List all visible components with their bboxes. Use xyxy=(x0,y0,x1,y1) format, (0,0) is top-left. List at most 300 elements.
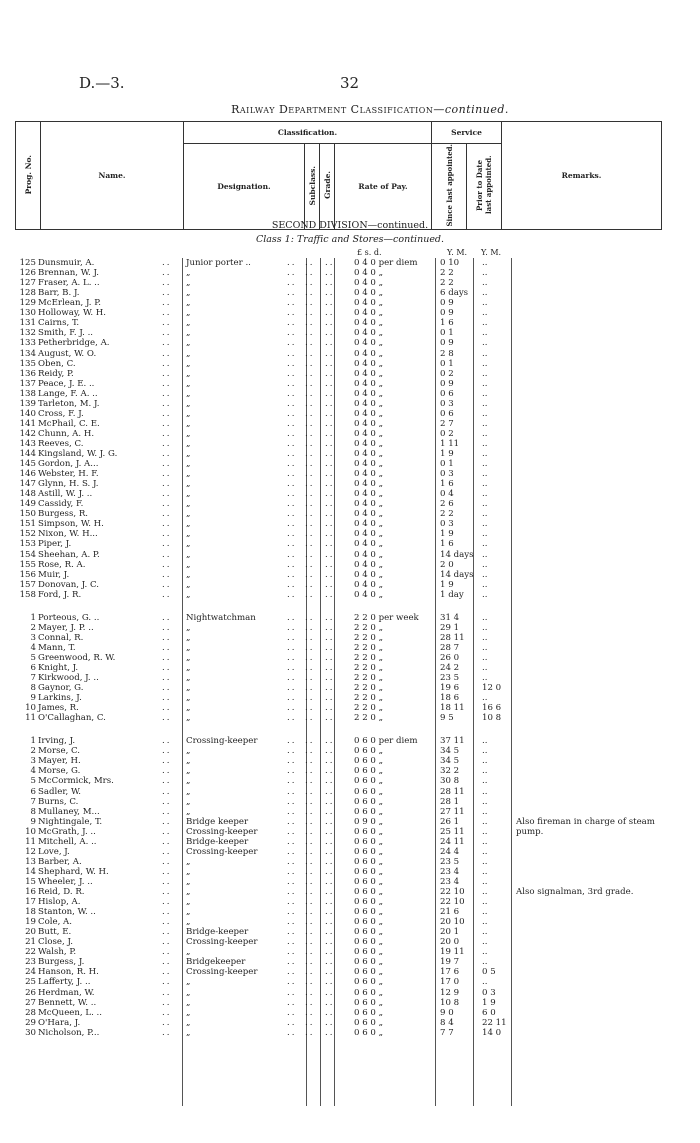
row-designation: „ xyxy=(186,756,191,767)
table-row xyxy=(0,967,700,977)
row-service-prior: .. xyxy=(482,318,488,329)
row-prog-no: 16 xyxy=(25,887,36,897)
leader-dots: .. xyxy=(162,589,172,600)
leader-dots: .. xyxy=(305,652,315,663)
row-prog-no: 20 xyxy=(25,927,36,938)
row-prog-no: 15 xyxy=(25,876,36,887)
table-row xyxy=(0,827,700,837)
row-service-prior: .. xyxy=(482,499,488,510)
row-designation: „ xyxy=(186,388,191,399)
leader-dots: .. xyxy=(325,612,335,623)
row-rate: 0 4 0 „ xyxy=(354,519,384,530)
row-name: Mayer, H. xyxy=(38,756,81,767)
leader-dots: .. xyxy=(287,388,297,399)
leader-dots: .. xyxy=(287,479,297,490)
table-row xyxy=(0,633,700,643)
row-designation: „ xyxy=(186,662,191,673)
leader-dots: .. xyxy=(305,786,315,797)
leader-dots: .. xyxy=(305,449,315,459)
row-name: Ford, J. R. xyxy=(38,589,82,600)
row-rate: 0 4 0 „ xyxy=(354,459,384,469)
row-service-since: 2 6 xyxy=(440,499,454,510)
leader-dots: .. xyxy=(162,836,172,847)
row-name: Wheeler, J. .. xyxy=(38,876,93,887)
row-service-since: 18 11 xyxy=(440,703,465,714)
row-service-since: 0 1 xyxy=(440,358,454,369)
column-header-table xyxy=(15,121,662,230)
leader-dots: .. xyxy=(287,569,297,580)
leader-dots: .. xyxy=(305,509,315,520)
row-prog-no: 152 xyxy=(19,529,36,540)
row-rate: 0 4 0 „ xyxy=(354,489,384,500)
row-designation: „ xyxy=(186,1017,191,1028)
row-prog-no: 136 xyxy=(19,368,36,379)
row-rate: 0 6 0 „ xyxy=(354,887,384,897)
row-prog-no: 158 xyxy=(19,589,36,600)
row-prog-no: 10 xyxy=(25,703,36,714)
row-prog-no: 27 xyxy=(25,997,36,1008)
row-rate: 0 4 0 „ xyxy=(354,358,384,369)
row-remarks: Also fireman in charge of steam pump. xyxy=(516,816,655,837)
row-service-since: 0 9 xyxy=(440,378,454,389)
row-name: Donovan, J. C. xyxy=(38,579,99,590)
leader-dots: .. xyxy=(287,519,297,530)
row-rate: 0 4 0 „ xyxy=(354,499,384,510)
row-service-since: 0 3 xyxy=(440,398,454,409)
row-prog-no: 6 xyxy=(30,662,36,673)
leader-dots: .. xyxy=(305,836,315,847)
row-name: McErlean, J. P. xyxy=(38,298,101,309)
row-service-prior: .. xyxy=(482,539,488,550)
leader-dots: .. xyxy=(305,479,315,490)
row-designation: „ xyxy=(186,997,191,1008)
leader-dots: .. xyxy=(162,1017,172,1028)
leader-dots: .. xyxy=(325,683,335,693)
row-prog-no: 126 xyxy=(19,268,36,279)
leader-dots: .. xyxy=(325,652,335,663)
leader-dots: .. xyxy=(162,846,172,857)
table-row xyxy=(0,288,700,298)
row-prog-no: 146 xyxy=(19,469,36,480)
leader-dots: .. xyxy=(287,612,297,623)
row-name: Sheehan, A. P. xyxy=(38,549,100,560)
row-prog-no: 3 xyxy=(30,632,36,643)
leader-dots: .. xyxy=(305,368,315,379)
leader-dots: .. xyxy=(287,398,297,409)
row-service-prior: 0 3 xyxy=(482,987,496,998)
leader-dots: .. xyxy=(305,539,315,550)
table-row xyxy=(0,509,700,519)
row-rate: 0 4 0 „ xyxy=(354,469,384,480)
row-designation: Nightwatchman xyxy=(186,612,256,623)
leader-dots: .. xyxy=(325,489,335,500)
row-prog-no: 125 xyxy=(19,258,36,268)
leader-dots: .. xyxy=(287,927,297,938)
table-row xyxy=(0,703,700,713)
row-service-prior: .. xyxy=(482,388,488,399)
row-rate: 0 6 0 „ xyxy=(354,897,384,907)
leader-dots: .. xyxy=(325,987,335,998)
leader-dots: .. xyxy=(162,499,172,510)
row-designation: „ xyxy=(186,806,191,817)
row-service-prior: .. xyxy=(482,796,488,807)
leader-dots: .. xyxy=(162,288,172,299)
row-name: Tarleton, M. J. xyxy=(38,398,100,409)
leader-dots: .. xyxy=(287,987,297,998)
row-service-since: 0 9 xyxy=(440,308,454,319)
row-designation: „ xyxy=(186,398,191,409)
leader-dots: .. xyxy=(162,856,172,867)
leader-dots: .. xyxy=(325,846,335,857)
leader-dots: .. xyxy=(305,897,315,907)
row-service-since: 20 0 xyxy=(440,937,460,948)
row-service-prior: .. xyxy=(482,846,488,857)
row-prog-no: 149 xyxy=(19,499,36,510)
leader-dots: .. xyxy=(287,806,297,817)
row-designation: „ xyxy=(186,428,191,439)
row-prog-no: 1 xyxy=(30,736,36,747)
row-service-prior: .. xyxy=(482,378,488,389)
leader-dots: .. xyxy=(287,736,297,747)
col-service: Service xyxy=(432,122,502,144)
row-service-prior: .. xyxy=(482,756,488,767)
row-service-prior: .. xyxy=(482,449,488,459)
table-row xyxy=(0,713,700,723)
leader-dots: .. xyxy=(305,388,315,399)
row-rate: 2 2 0 „ xyxy=(354,652,384,663)
row-service-prior: .. xyxy=(482,438,488,449)
leader-dots: .. xyxy=(287,539,297,550)
leader-dots: .. xyxy=(287,937,297,948)
leader-dots: .. xyxy=(287,459,297,469)
row-rate: 0 6 0 „ xyxy=(354,876,384,887)
row-designation: „ xyxy=(186,368,191,379)
row-service-prior: .. xyxy=(482,746,488,757)
leader-dots: .. xyxy=(162,398,172,409)
row-designation: „ xyxy=(186,418,191,429)
row-service-prior: .. xyxy=(482,693,488,704)
leader-dots: .. xyxy=(162,308,172,319)
leader-dots: .. xyxy=(162,368,172,379)
leader-dots: .. xyxy=(305,1017,315,1028)
leader-dots: .. xyxy=(162,268,172,279)
leader-dots: .. xyxy=(325,693,335,704)
row-name: Simpson, W. H. xyxy=(38,519,104,530)
leader-dots: .. xyxy=(162,796,172,807)
leader-dots: .. xyxy=(325,856,335,867)
leader-dots: .. xyxy=(325,529,335,540)
leader-dots: .. xyxy=(325,826,335,837)
leader-dots: .. xyxy=(305,499,315,510)
table-row xyxy=(0,736,700,746)
leader-dots: .. xyxy=(287,589,297,600)
leader-dots: .. xyxy=(325,876,335,887)
leader-dots: .. xyxy=(162,632,172,643)
leader-dots: .. xyxy=(325,796,335,807)
row-prog-no: 29 xyxy=(25,1017,36,1028)
row-name: Smith, F. J. .. xyxy=(38,328,94,339)
row-prog-no: 128 xyxy=(19,288,36,299)
leader-dots: .. xyxy=(305,816,315,827)
leader-dots: .. xyxy=(287,836,297,847)
row-designation: Junior porter .. xyxy=(186,258,251,268)
row-service-prior: .. xyxy=(482,308,488,319)
row-prog-no: 12 xyxy=(25,846,36,857)
row-service-prior: .. xyxy=(482,589,488,600)
leader-dots: .. xyxy=(287,529,297,540)
row-name: McPhail, C. E. xyxy=(38,418,100,429)
leader-dots: .. xyxy=(305,683,315,693)
row-name: Mitchell, A. .. xyxy=(38,836,97,847)
row-prog-no: 23 xyxy=(25,957,36,968)
leader-dots: .. xyxy=(162,766,172,777)
row-designation: „ xyxy=(186,378,191,389)
row-service-prior: 10 8 xyxy=(482,713,502,724)
row-prog-no: 147 xyxy=(19,479,36,490)
table-row xyxy=(0,998,700,1008)
row-rate: 0 6 0 „ xyxy=(354,937,384,948)
row-prog-no: 142 xyxy=(19,428,36,439)
row-service-prior: .. xyxy=(482,612,488,623)
leader-dots: .. xyxy=(325,957,335,968)
table-row xyxy=(0,847,700,857)
leader-dots: .. xyxy=(305,796,315,807)
row-service-since: 0 9 xyxy=(440,338,454,349)
leader-dots: .. xyxy=(162,428,172,439)
table-row xyxy=(0,787,700,797)
row-name: Connal, R. xyxy=(38,632,84,643)
table-row xyxy=(0,623,700,633)
leader-dots: .. xyxy=(162,786,172,797)
leader-dots: .. xyxy=(162,298,172,309)
leader-dots: .. xyxy=(287,683,297,693)
row-service-prior: .. xyxy=(482,917,488,928)
row-name: McQueen, L. .. xyxy=(38,1007,102,1018)
row-name: Gordon, J. A... xyxy=(38,459,99,469)
row-service-prior: .. xyxy=(482,278,488,289)
leader-dots: .. xyxy=(287,258,297,268)
leader-dots: .. xyxy=(287,876,297,887)
table-row xyxy=(0,907,700,917)
row-service-prior: 14 0 xyxy=(482,1027,502,1038)
row-designation: „ xyxy=(186,549,191,560)
row-rate: 0 4 0 „ xyxy=(354,388,384,399)
leader-dots: .. xyxy=(162,318,172,329)
row-service-since: 27 11 xyxy=(440,806,465,817)
row-prog-no: 134 xyxy=(19,348,36,359)
table-row xyxy=(0,797,700,807)
row-rate: 0 6 0 „ xyxy=(354,786,384,797)
row-name: Barber, A. xyxy=(38,856,82,867)
row-service-since: 20 10 xyxy=(440,917,465,928)
row-service-since: 31 4 xyxy=(440,612,460,623)
row-prog-no: 9 xyxy=(30,693,36,704)
leader-dots: .. xyxy=(162,348,172,359)
leader-dots: .. xyxy=(325,519,335,530)
table-row xyxy=(0,328,700,338)
leader-dots: .. xyxy=(305,846,315,857)
leader-dots: .. xyxy=(162,358,172,369)
row-name: Fraser, A. L. .. xyxy=(38,278,100,289)
row-service-prior: .. xyxy=(482,927,488,938)
row-service-prior: .. xyxy=(482,977,488,988)
row-service-prior: .. xyxy=(482,489,488,500)
row-prog-no: 137 xyxy=(19,378,36,389)
row-prog-no: 132 xyxy=(19,328,36,339)
table-row xyxy=(0,409,700,419)
leader-dots: .. xyxy=(287,1007,297,1018)
row-service-prior: .. xyxy=(482,957,488,968)
table-row xyxy=(0,1008,700,1018)
row-service-prior: .. xyxy=(482,947,488,958)
leader-dots: .. xyxy=(162,489,172,500)
leader-dots: .. xyxy=(325,418,335,429)
row-service-since: 0 1 xyxy=(440,328,454,339)
leader-dots: .. xyxy=(162,673,172,683)
row-prog-no: 11 xyxy=(25,713,36,724)
row-designation: Bridge-keeper xyxy=(186,927,249,938)
col-subclass: Subclass. xyxy=(305,144,320,230)
row-service-prior: .. xyxy=(482,622,488,633)
row-name: Herdman, W. xyxy=(38,987,95,998)
division-heading: SECOND DIVISION—continued. xyxy=(271,220,429,231)
leader-dots: .. xyxy=(162,917,172,928)
leader-dots: .. xyxy=(305,876,315,887)
row-rate: 0 9 0 „ xyxy=(354,816,384,827)
row-service-prior: .. xyxy=(482,662,488,673)
row-designation: „ xyxy=(186,278,191,289)
leader-dots: .. xyxy=(287,997,297,1008)
table-row xyxy=(0,308,700,318)
row-name: Irving, J. xyxy=(38,736,76,747)
row-name: Mayer, J. P. .. xyxy=(38,622,94,633)
row-name: Piper, J. xyxy=(38,539,72,550)
leader-dots: .. xyxy=(305,318,315,329)
leader-dots: .. xyxy=(162,693,172,704)
row-service-since: 29 1 xyxy=(440,622,460,633)
row-designation: „ xyxy=(186,746,191,757)
units-service-since: Y. M. xyxy=(447,248,468,257)
row-designation: „ xyxy=(186,776,191,787)
leader-dots: .. xyxy=(305,549,315,560)
leader-dots: .. xyxy=(325,917,335,928)
table-row xyxy=(0,359,700,369)
leader-dots: .. xyxy=(162,438,172,449)
leader-dots: .. xyxy=(325,897,335,907)
leader-dots: .. xyxy=(325,1017,335,1028)
leader-dots: .. xyxy=(325,308,335,319)
row-service-prior: 6 0 xyxy=(482,1007,496,1018)
row-service-since: 1 11 xyxy=(440,438,460,449)
table-row xyxy=(0,580,700,590)
row-name: Nixon, W. H... xyxy=(38,529,98,540)
row-service-since: 19 6 xyxy=(440,683,460,693)
table-row xyxy=(0,867,700,877)
leader-dots: .. xyxy=(287,907,297,918)
row-service-since: 0 2 xyxy=(440,428,454,439)
leader-dots: .. xyxy=(287,756,297,767)
row-name: Morse, G. xyxy=(38,766,81,777)
row-rate: 0 4 0 „ xyxy=(354,589,384,600)
row-prog-no: 129 xyxy=(19,298,36,309)
table-row xyxy=(0,459,700,469)
row-designation: „ xyxy=(186,987,191,998)
leader-dots: .. xyxy=(325,703,335,714)
row-rate: 0 4 0 „ xyxy=(354,479,384,490)
row-service-since: 28 11 xyxy=(440,786,465,797)
row-name: Mann, T. xyxy=(38,642,76,653)
leader-dots: .. xyxy=(305,887,315,897)
row-service-prior: 1 9 xyxy=(482,997,496,1008)
row-service-prior: .. xyxy=(482,632,488,643)
col-name: Name. xyxy=(41,122,184,230)
row-name: Shephard, W. H. xyxy=(38,866,109,877)
table-row xyxy=(0,746,700,756)
row-rate: 2 2 0 „ xyxy=(354,703,384,714)
leader-dots: .. xyxy=(325,368,335,379)
row-service-since: 2 8 xyxy=(440,348,454,359)
leader-dots: .. xyxy=(287,856,297,867)
row-name: Hislop, A. xyxy=(38,897,81,907)
table-row xyxy=(0,988,700,998)
row-name: Hanson, R. H. xyxy=(38,967,99,978)
row-rate: 0 4 0 „ xyxy=(354,569,384,580)
leader-dots: .. xyxy=(325,328,335,339)
row-service-since: 7 7 xyxy=(440,1027,454,1038)
leader-dots: .. xyxy=(325,806,335,817)
leader-dots: .. xyxy=(325,977,335,988)
leader-dots: .. xyxy=(325,756,335,767)
units-pay: £ s. d. xyxy=(357,248,382,257)
row-service-since: 14 days xyxy=(440,569,474,580)
row-designation: „ xyxy=(186,569,191,580)
row-service-since: 6 days xyxy=(440,288,469,299)
row-service-since: 0 10 xyxy=(440,258,460,268)
table-row xyxy=(0,318,700,328)
table-row xyxy=(0,379,700,389)
leader-dots: .. xyxy=(162,378,172,389)
leader-dots: .. xyxy=(162,866,172,877)
leader-dots: .. xyxy=(325,338,335,349)
row-service-since: 8 4 xyxy=(440,1017,454,1028)
row-service-prior: .. xyxy=(482,459,488,469)
row-rate: 0 4 0 „ xyxy=(354,549,384,560)
row-designation: „ xyxy=(186,519,191,530)
row-designation: „ xyxy=(186,499,191,510)
row-service-since: 23 4 xyxy=(440,866,460,877)
leader-dots: .. xyxy=(325,388,335,399)
row-service-since: 34 5 xyxy=(440,756,460,767)
leader-dots: .. xyxy=(162,569,172,580)
row-rate: 0 6 0 „ xyxy=(354,846,384,857)
row-service-prior: .. xyxy=(482,338,488,349)
leader-dots: .. xyxy=(287,579,297,590)
row-prog-no: 5 xyxy=(30,652,36,663)
leader-dots: .. xyxy=(325,549,335,560)
table-row xyxy=(0,663,700,673)
leader-dots: .. xyxy=(325,278,335,289)
row-designation: „ xyxy=(186,786,191,797)
leader-dots: .. xyxy=(325,816,335,827)
row-rate: 0 6 0 „ xyxy=(354,997,384,1008)
leader-dots: .. xyxy=(325,428,335,439)
row-name: Kirkwood, J. .. xyxy=(38,673,99,683)
row-service-since: 24 4 xyxy=(440,846,460,857)
row-service-since: 0 3 xyxy=(440,519,454,530)
leader-dots: .. xyxy=(305,642,315,653)
leader-dots: .. xyxy=(325,887,335,897)
leader-dots: .. xyxy=(305,579,315,590)
